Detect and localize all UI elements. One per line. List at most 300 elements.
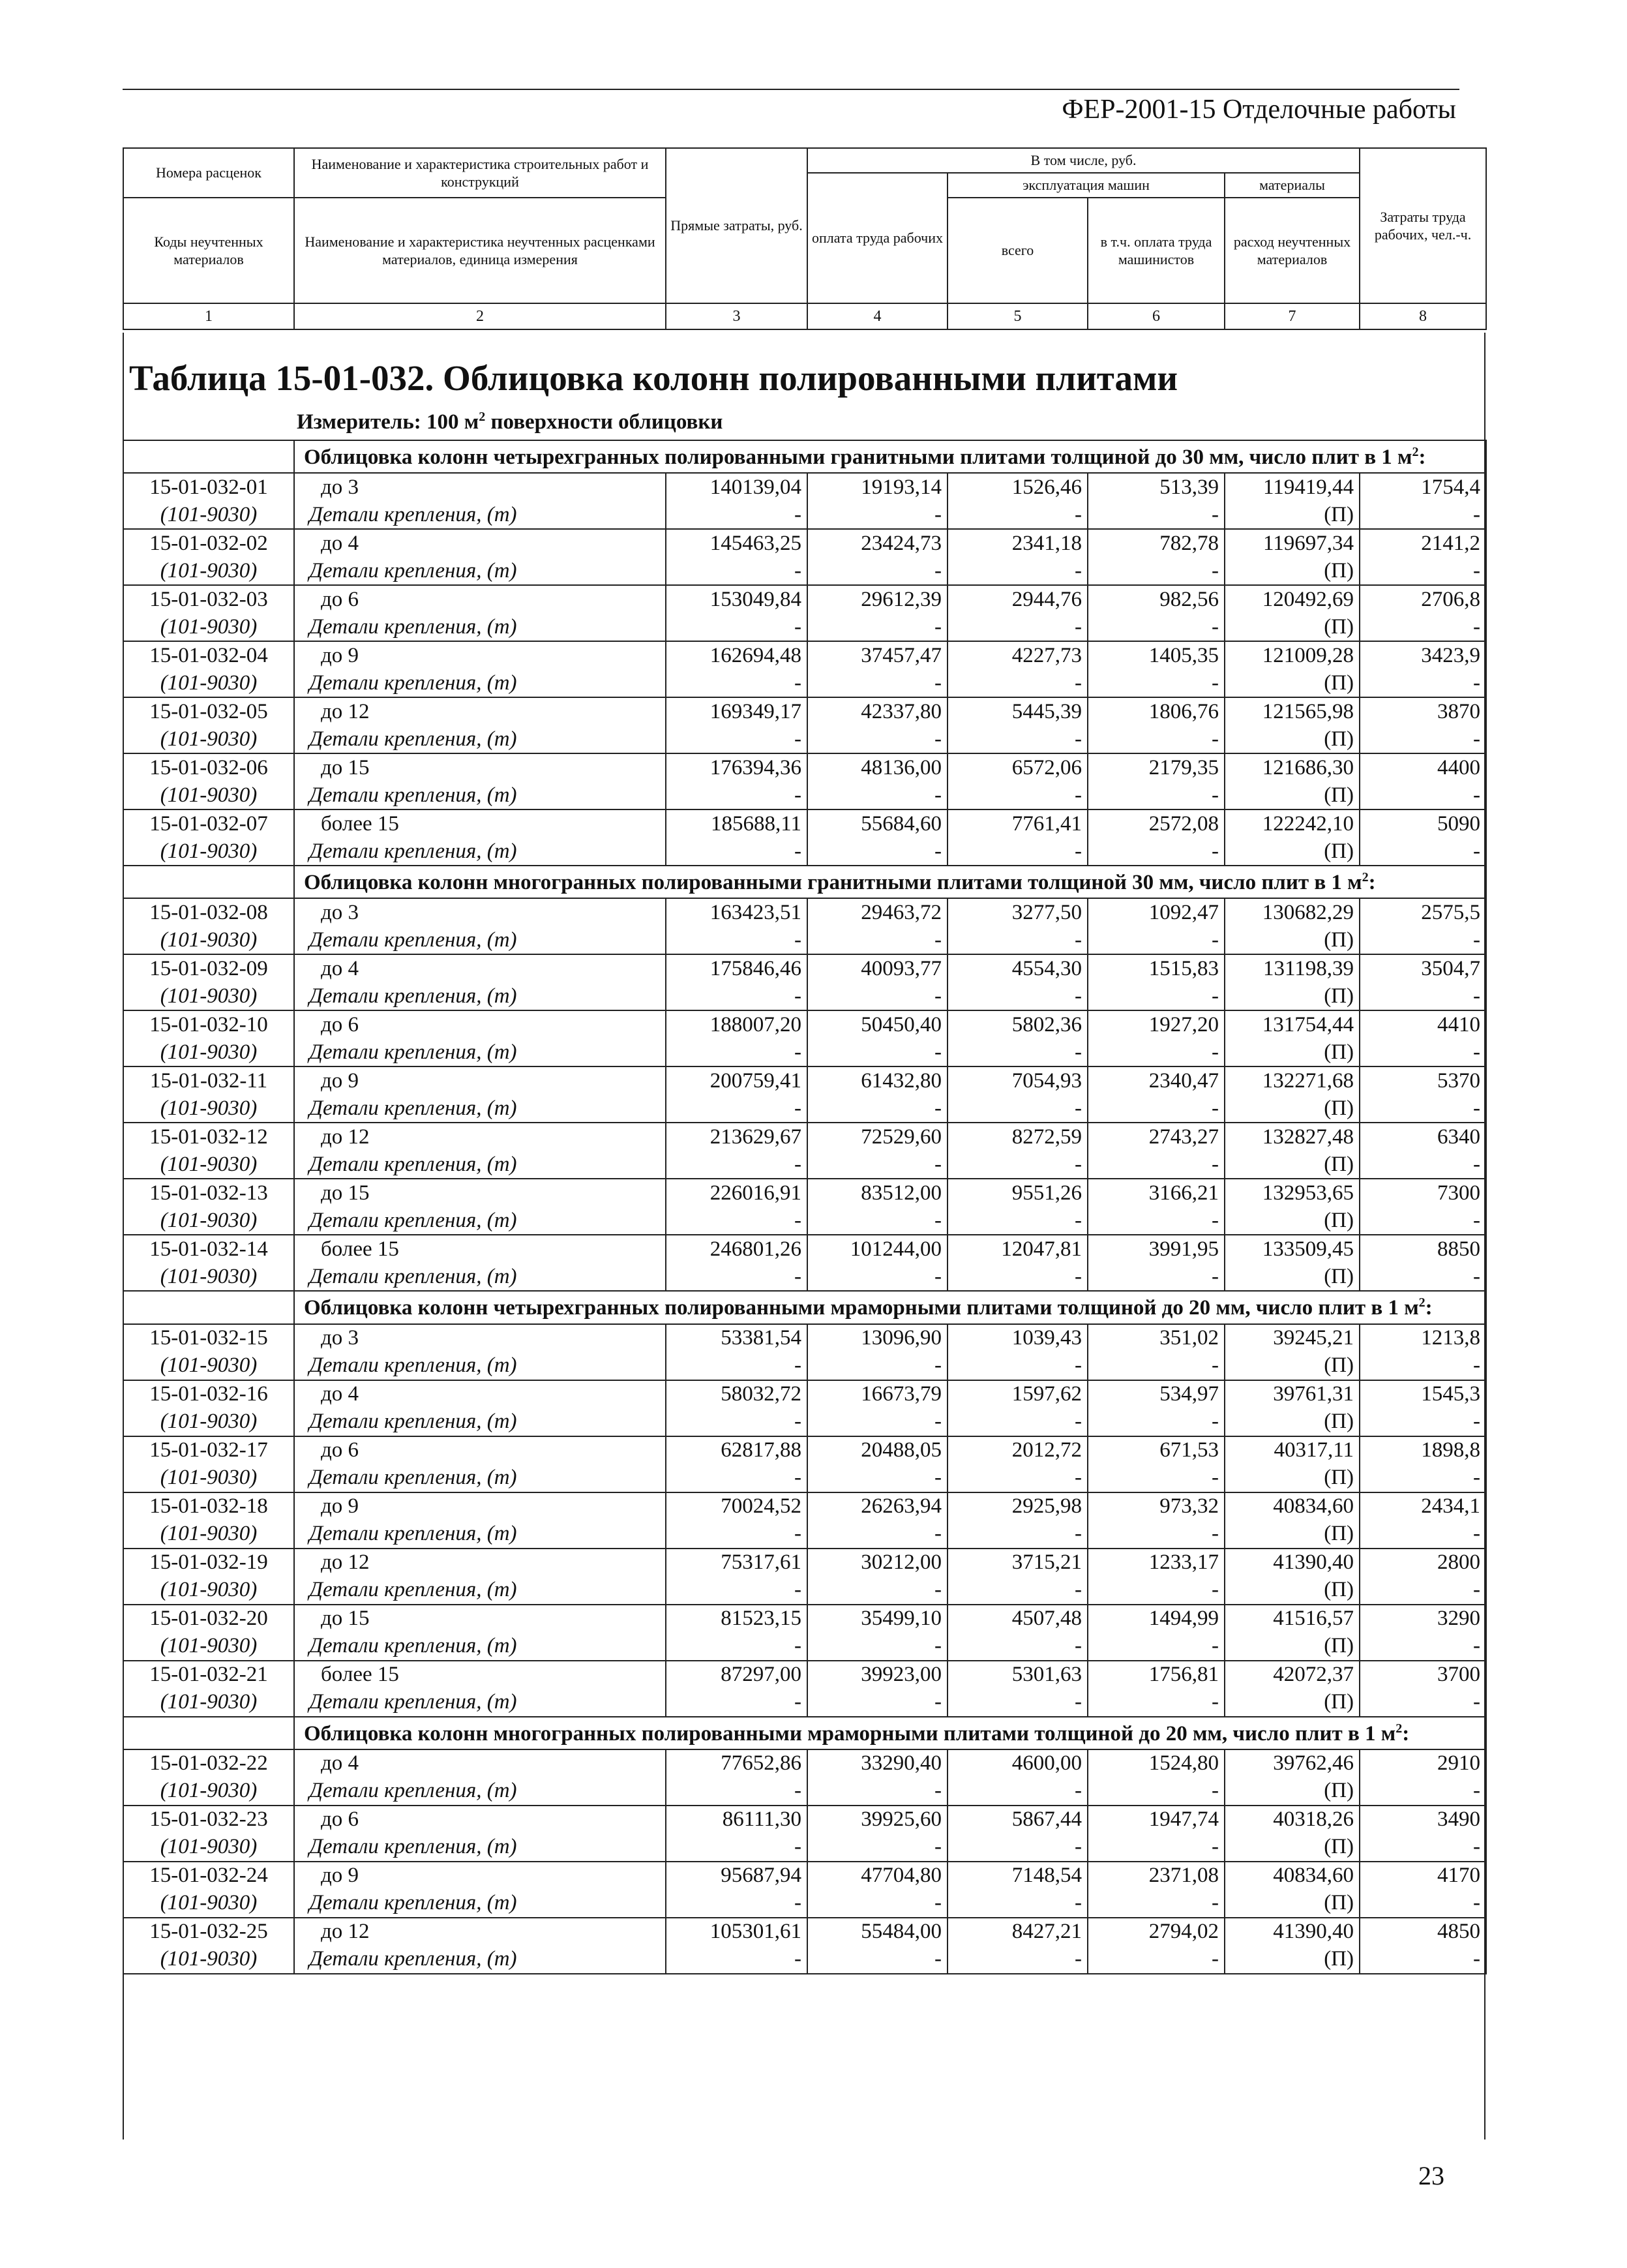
header-materials: материалы [1225,173,1360,198]
superscript-2: 2 [1412,445,1419,459]
header-including: В том числе, руб. [807,148,1360,173]
dash: - [1360,1207,1486,1235]
direct-costs: 140139,04 [666,473,807,501]
material-row [123,1151,1486,1179]
machinist-wages: 1092,47 [1088,898,1225,926]
dash: - [948,1263,1088,1291]
rate-code: 15-01-032-13 [123,1179,294,1207]
rate-description: до 9 [294,1862,666,1890]
dash: - [1360,1038,1486,1066]
dash: - [948,557,1088,585]
machines-total: 1039,43 [948,1324,1088,1352]
machines-total: 5867,44 [948,1806,1088,1834]
header-rule [123,89,1459,90]
measurement-unit-suffix: поверхности облицовки [485,410,723,434]
materials-cost: 39245,21 [1225,1324,1360,1352]
materials-cost: 122242,10 [1225,809,1360,838]
dash: - [1360,926,1486,954]
machinist-wages: 534,97 [1088,1380,1225,1408]
material-code: (101-9030) [123,1095,294,1123]
material-description: Детали крепления, (т) [294,669,666,697]
worker-wages: 48136,00 [807,753,948,781]
rate-code: 15-01-032-06 [123,753,294,781]
dash: - [807,1263,948,1291]
dash: - [1088,1777,1225,1806]
dash: - [666,1095,807,1123]
colon: : [1418,446,1426,469]
machinist-wages: 1233,17 [1088,1549,1225,1577]
machines-total: 4227,73 [948,641,1088,669]
material-row [123,1890,1486,1918]
dash: - [807,1352,948,1380]
dash: - [1088,1689,1225,1717]
dash: - [807,1464,948,1492]
dash: - [1360,1520,1486,1549]
rate-description: до 4 [294,529,666,557]
rate-description: до 3 [294,898,666,926]
rate-code: 15-01-032-25 [123,1918,294,1946]
worker-wages: 29612,39 [807,585,948,613]
section-title-text: Облицовка колонн четырехгранных полированными гранитными плитами толщиной до 30 мм, число плит в 1 м [304,446,1412,469]
material-use: (П) [1225,1038,1360,1066]
rate-description: до 15 [294,1179,666,1207]
machinist-wages: 1806,76 [1088,697,1225,725]
rate-description: до 9 [294,1492,666,1520]
materials-cost: 132271,68 [1225,1066,1360,1095]
rate-description: до 12 [294,1918,666,1946]
rate-code: 15-01-032-03 [123,585,294,613]
dash: - [807,1689,948,1717]
rate-row [123,1661,1486,1689]
direct-costs: 162694,48 [666,641,807,669]
material-row [123,1577,1486,1605]
measurement-unit [297,410,723,434]
header-direct-costs: Прямые затраты, руб. [666,148,807,303]
rates-table [123,440,1487,1974]
rate-code: 15-01-032-05 [123,697,294,725]
rate-row [123,1749,1486,1777]
material-description: Детали крепления, (т) [294,781,666,809]
material-description: Детали крепления, (т) [294,1520,666,1549]
machinist-wages: 1524,80 [1088,1749,1225,1777]
labor-costs: 3870 [1360,697,1486,725]
labor-costs: 8850 [1360,1235,1486,1263]
material-use: (П) [1225,669,1360,697]
dash: - [948,613,1088,641]
direct-costs: 145463,25 [666,529,807,557]
page-number: 23 [1418,2161,1444,2190]
machines-total: 5802,36 [948,1010,1088,1038]
dash: - [1088,781,1225,809]
worker-wages: 20488,05 [807,1436,948,1464]
materials-cost: 132827,48 [1225,1123,1360,1151]
direct-costs: 70024,52 [666,1492,807,1520]
materials-cost: 39761,31 [1225,1380,1360,1408]
material-row [123,1633,1486,1661]
material-use: (П) [1225,1946,1360,1974]
machines-total: 7148,54 [948,1862,1088,1890]
material-row [123,1689,1486,1717]
labor-costs: 4410 [1360,1010,1486,1038]
rate-row [123,1862,1486,1890]
rate-row [123,954,1486,982]
column-header-table [123,147,1487,330]
worker-wages: 39923,00 [807,1661,948,1689]
machinist-wages: 513,39 [1088,473,1225,501]
dash: - [1360,1777,1486,1806]
direct-costs: 213629,67 [666,1123,807,1151]
materials-cost: 121009,28 [1225,641,1360,669]
dash: - [1360,613,1486,641]
header-name-bottom: Наименование и характеристика неучтенных расценками материалов, единица измерения [294,198,666,303]
material-use: (П) [1225,1520,1360,1549]
machinist-wages: 2743,27 [1088,1123,1225,1151]
machinist-wages: 2371,08 [1088,1862,1225,1890]
dash: - [666,1689,807,1717]
dash: - [1088,1520,1225,1549]
machines-total: 4507,48 [948,1605,1088,1633]
direct-costs: 53381,54 [666,1324,807,1352]
header-machines: эксплуатация машин [948,173,1225,198]
dash: - [948,1633,1088,1661]
machinist-wages: 782,78 [1088,529,1225,557]
header-machines-total: всего [948,198,1088,303]
labor-costs: 7300 [1360,1179,1486,1207]
labor-costs: 2910 [1360,1749,1486,1777]
rate-code: 15-01-032-16 [123,1380,294,1408]
worker-wages: 35499,10 [807,1605,948,1633]
dash: - [948,1408,1088,1436]
dash: - [1360,1352,1486,1380]
machines-total: 3715,21 [948,1549,1088,1577]
rate-row [123,585,1486,613]
superscript-2: 2 [479,410,486,424]
rate-description: до 12 [294,697,666,725]
machinist-wages: 1405,35 [1088,641,1225,669]
rate-row [123,1806,1486,1834]
dash: - [1360,1408,1486,1436]
machines-total: 6572,06 [948,753,1088,781]
material-row [123,926,1486,954]
dash: - [807,1890,948,1918]
dash: - [1088,1263,1225,1291]
machines-total: 4600,00 [948,1749,1088,1777]
labor-costs: 3290 [1360,1605,1486,1633]
material-description: Детали крепления, (т) [294,557,666,585]
dash: - [1360,838,1486,866]
dash: - [666,1834,807,1862]
dash: - [1088,1834,1225,1862]
section-header-row [123,440,1486,473]
dash: - [807,1151,948,1179]
materials-cost: 131754,44 [1225,1010,1360,1038]
material-description: Детали крепления, (т) [294,1633,666,1661]
materials-cost: 40834,60 [1225,1492,1360,1520]
rate-code: 15-01-032-14 [123,1235,294,1263]
material-row [123,982,1486,1010]
dash: - [948,838,1088,866]
worker-wages: 101244,00 [807,1235,948,1263]
dash: - [948,1777,1088,1806]
material-description: Детали крепления, (т) [294,1464,666,1492]
dash: - [948,982,1088,1010]
column-number: 5 [948,303,1088,329]
material-code: (101-9030) [123,1408,294,1436]
column-number: 1 [123,303,294,329]
material-row [123,1834,1486,1862]
dash: - [948,1464,1088,1492]
material-use: (П) [1225,1464,1360,1492]
dash: - [948,1207,1088,1235]
machinist-wages: 2340,47 [1088,1066,1225,1095]
dash: - [1360,669,1486,697]
dash: - [1360,1946,1486,1974]
section-spacer [123,866,294,898]
document-title: ФЕР-2001-15 Отделочные работы [1062,95,1456,125]
material-use: (П) [1225,1577,1360,1605]
worker-wages: 50450,40 [807,1010,948,1038]
direct-costs: 75317,61 [666,1549,807,1577]
material-code: (101-9030) [123,557,294,585]
direct-costs: 81523,15 [666,1605,807,1633]
dash: - [1360,725,1486,753]
material-description: Детали крепления, (т) [294,926,666,954]
superscript-2: 2 [1362,870,1369,885]
material-use: (П) [1225,1408,1360,1436]
material-description: Детали крепления, (т) [294,1095,666,1123]
machinist-wages: 973,32 [1088,1492,1225,1520]
section-title [294,440,1486,473]
material-description: Детали крепления, (т) [294,1834,666,1862]
materials-cost: 42072,37 [1225,1661,1360,1689]
material-use: (П) [1225,1352,1360,1380]
material-row [123,1520,1486,1549]
dash: - [1088,1151,1225,1179]
dash: - [666,1890,807,1918]
rate-code: 15-01-032-07 [123,809,294,838]
material-use: (П) [1225,501,1360,529]
rate-code: 15-01-032-24 [123,1862,294,1890]
worker-wages: 19193,14 [807,473,948,501]
material-use: (П) [1225,1207,1360,1235]
dash: - [948,1095,1088,1123]
rate-row [123,1549,1486,1577]
rate-row [123,641,1486,669]
direct-costs: 77652,86 [666,1749,807,1777]
dash: - [666,1777,807,1806]
machines-total: 5445,39 [948,697,1088,725]
column-number: 4 [807,303,948,329]
rate-description: до 6 [294,585,666,613]
machinist-wages: 351,02 [1088,1324,1225,1352]
materials-cost: 119697,34 [1225,529,1360,557]
dash: - [666,982,807,1010]
dash: - [807,557,948,585]
material-code: (101-9030) [123,926,294,954]
machines-total: 2012,72 [948,1436,1088,1464]
machines-total: 9551,26 [948,1179,1088,1207]
dash: - [948,725,1088,753]
material-description: Детали крепления, (т) [294,613,666,641]
dash: - [807,669,948,697]
dash: - [1360,1151,1486,1179]
material-row [123,669,1486,697]
worker-wages: 37457,47 [807,641,948,669]
rate-code: 15-01-032-11 [123,1066,294,1095]
header-name-top: Наименование и характеристика строительных работ и конструкций [294,148,666,198]
labor-costs: 4170 [1360,1862,1486,1890]
direct-costs: 246801,26 [666,1235,807,1263]
material-code: (101-9030) [123,1038,294,1066]
dash: - [948,669,1088,697]
material-code: (101-9030) [123,1890,294,1918]
dash: - [948,1946,1088,1974]
direct-costs: 176394,36 [666,753,807,781]
machinist-wages: 2794,02 [1088,1918,1225,1946]
material-use: (П) [1225,1890,1360,1918]
section-header-row [123,866,1486,898]
material-use: (П) [1225,725,1360,753]
rate-code: 15-01-032-23 [123,1806,294,1834]
dash: - [948,1352,1088,1380]
dash: - [807,1577,948,1605]
rate-row [123,1918,1486,1946]
material-code: (101-9030) [123,1520,294,1549]
material-code: (101-9030) [123,1207,294,1235]
materials-cost: 131198,39 [1225,954,1360,982]
dash: - [1360,557,1486,585]
direct-costs: 105301,61 [666,1918,807,1946]
materials-cost: 41516,57 [1225,1605,1360,1633]
machinist-wages: 671,53 [1088,1436,1225,1464]
header-machines-wages: в т.ч. оплата труда машинистов [1088,198,1225,303]
column-number: 3 [666,303,807,329]
material-row [123,725,1486,753]
measurement-unit-prefix: Измеритель: 100 м [297,410,479,434]
rate-code: 15-01-032-21 [123,1661,294,1689]
dash: - [666,1408,807,1436]
machinist-wages: 2572,08 [1088,809,1225,838]
labor-costs: 2800 [1360,1549,1486,1577]
direct-costs: 175846,46 [666,954,807,982]
worker-wages: 40093,77 [807,954,948,982]
rate-code: 15-01-032-15 [123,1324,294,1352]
dash: - [807,1834,948,1862]
direct-costs: 163423,51 [666,898,807,926]
material-code: (101-9030) [123,781,294,809]
machines-total: 7054,93 [948,1066,1088,1095]
machines-total: 1597,62 [948,1380,1088,1408]
worker-wages: 30212,00 [807,1549,948,1577]
labor-costs: 3490 [1360,1806,1486,1834]
dash: - [948,501,1088,529]
machines-total: 8272,59 [948,1123,1088,1151]
labor-costs: 5090 [1360,809,1486,838]
dash: - [666,1352,807,1380]
direct-costs: 62817,88 [666,1436,807,1464]
dash: - [807,1777,948,1806]
machines-total: 1526,46 [948,473,1088,501]
material-description: Детали крепления, (т) [294,725,666,753]
material-code: (101-9030) [123,1834,294,1862]
dash: - [1088,1352,1225,1380]
rate-row [123,1235,1486,1263]
machines-total: 5301,63 [948,1661,1088,1689]
material-code: (101-9030) [123,1577,294,1605]
dash: - [1360,1464,1486,1492]
dash: - [1360,1689,1486,1717]
dash: - [948,1520,1088,1549]
machinist-wages: 982,56 [1088,585,1225,613]
material-description: Детали крепления, (т) [294,1577,666,1605]
dash: - [807,1633,948,1661]
worker-wages: 47704,80 [807,1862,948,1890]
material-use: (П) [1225,781,1360,809]
dash: - [1360,501,1486,529]
material-row [123,838,1486,866]
rate-code: 15-01-032-20 [123,1605,294,1633]
dash: - [666,781,807,809]
dash: - [948,1890,1088,1918]
worker-wages: 42337,80 [807,697,948,725]
material-row [123,1946,1486,1974]
materials-cost: 130682,29 [1225,898,1360,926]
rate-code: 15-01-032-19 [123,1549,294,1577]
dash: - [948,1834,1088,1862]
section-spacer [123,1291,294,1323]
rate-row [123,1380,1486,1408]
machines-total: 2925,98 [948,1492,1088,1520]
materials-cost: 121565,98 [1225,697,1360,725]
rate-description: до 4 [294,1380,666,1408]
dash: - [807,1408,948,1436]
rate-row [123,1123,1486,1151]
rate-code: 15-01-032-10 [123,1010,294,1038]
material-code: (101-9030) [123,1777,294,1806]
section-title-text: Облицовка колонн многогранных полированными мраморными плитами толщиной до 20 мм, число плит в 1 м [304,1721,1396,1746]
dash: - [1088,1464,1225,1492]
dash: - [1088,1633,1225,1661]
dash: - [1088,1207,1225,1235]
section-spacer [123,1717,294,1749]
labor-costs: 2706,8 [1360,585,1486,613]
dash: - [1088,557,1225,585]
material-row [123,781,1486,809]
rate-description: до 12 [294,1123,666,1151]
rate-code: 15-01-032-12 [123,1123,294,1151]
rate-description: до 3 [294,473,666,501]
material-description: Детали крепления, (т) [294,1038,666,1066]
worker-wages: 55484,00 [807,1918,948,1946]
rate-description: до 9 [294,641,666,669]
dash: - [666,1464,807,1492]
direct-costs: 226016,91 [666,1179,807,1207]
material-row [123,1207,1486,1235]
dash: - [1088,1946,1225,1974]
machinist-wages: 1947,74 [1088,1806,1225,1834]
labor-costs: 4400 [1360,753,1486,781]
rate-row [123,753,1486,781]
rate-code: 15-01-032-08 [123,898,294,926]
section-title [294,1717,1486,1749]
material-code: (101-9030) [123,1151,294,1179]
rate-description: до 15 [294,753,666,781]
header-materials-use: расход неучтенных материалов [1225,198,1360,303]
material-description: Детали крепления, (т) [294,1689,666,1717]
table-title: Таблица 15-01-032. Облицовка колонн полированными плитами [129,358,1178,398]
dash: - [1360,1633,1486,1661]
material-description: Детали крепления, (т) [294,982,666,1010]
